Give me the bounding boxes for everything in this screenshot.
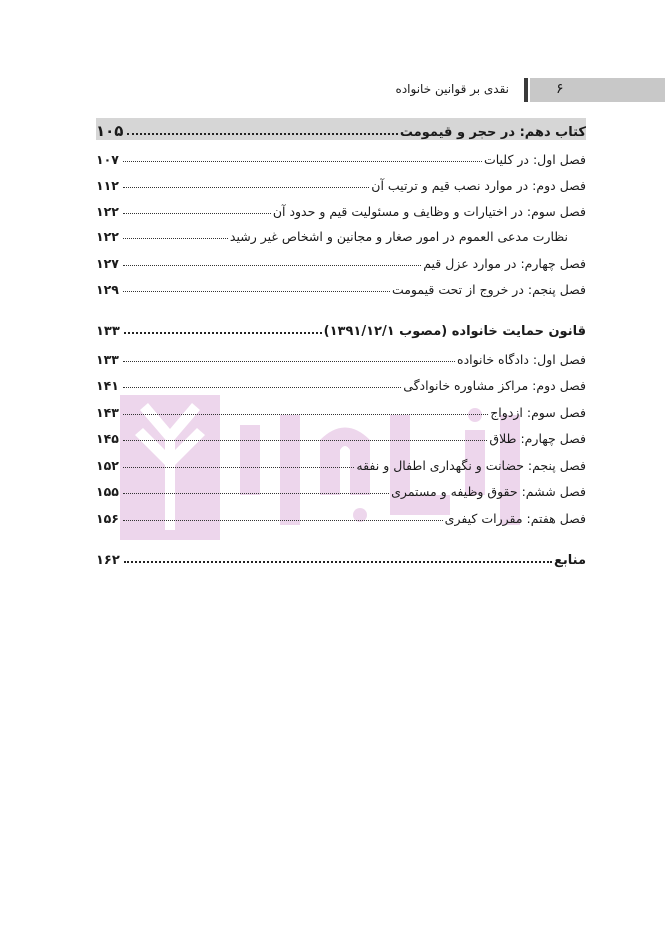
toc-entry-book-ten[interactable] — [96, 118, 586, 140]
toc-entry[interactable] — [96, 504, 586, 526]
toc-entry-page: ۱۲۲ — [96, 204, 119, 219]
dot-leader — [123, 520, 443, 521]
toc-entry-title: منابع — [554, 553, 586, 568]
toc-entry-title: فصل پنجم: حضانت و نگهداری اطفال و نفقه — [356, 458, 586, 473]
running-title: نقدی بر قوانین خانواده — [395, 82, 509, 96]
toc-entry-page: ۱۳۳ — [96, 352, 119, 367]
toc-entry-title: فصل سوم: ازدواج — [490, 405, 586, 420]
toc-entry-page: ۱۰۵ — [96, 122, 124, 140]
dot-leader — [123, 467, 355, 468]
header-divider — [524, 78, 528, 102]
toc-entry-page: ۱۰۷ — [96, 152, 119, 167]
toc-entry[interactable] — [96, 398, 586, 420]
toc-entry-page: ۱۳۳ — [96, 324, 120, 339]
toc-entry-title: فصل اول: در کلیات — [483, 152, 586, 167]
dot-leader — [123, 265, 421, 266]
dot-leader — [123, 361, 455, 362]
toc-entry[interactable] — [96, 424, 586, 446]
toc-entry-page: ۱۵۶ — [96, 511, 119, 526]
toc-entry-sources[interactable] — [96, 546, 586, 568]
toc-entry-title: قانون حمایت خانواده (مصوب ۱۳۹۱/۱۲/۱) — [323, 324, 586, 339]
dot-leader — [123, 213, 271, 214]
toc-entry-title: فصل دوم: در موارد نصب قیم و ترتیب آن — [371, 178, 586, 193]
dot-leader — [123, 291, 390, 292]
toc-entry-title: فصل ششم: حقوق وظیفه و مستمری — [391, 484, 586, 499]
toc-entry[interactable] — [96, 477, 586, 499]
toc-entry-page: ۱۵۵ — [96, 484, 119, 499]
toc-entry-page: ۱۵۲ — [96, 458, 119, 473]
toc-entry-title: فصل دوم: مراکز مشاوره خانوادگی — [403, 378, 586, 393]
toc-entry-page: ۱۲۹ — [96, 282, 119, 297]
toc-entry-page: ۱۴۳ — [96, 405, 119, 420]
header-band — [530, 78, 665, 102]
page-number: ۶ — [556, 81, 564, 97]
toc-entry[interactable] — [96, 345, 586, 367]
dot-leader — [127, 133, 397, 135]
toc-entry-title: کتاب دهم: در حجر و قیمومت — [399, 125, 586, 140]
toc-entry-title: فصل چهارم: در موارد عزل قیم — [423, 256, 586, 271]
toc-entry-page: ۱۲۷ — [96, 256, 119, 271]
toc-entry-page: ۱۶۲ — [96, 553, 120, 568]
toc-entry-title: فصل چهارم: طلاق — [489, 431, 586, 446]
dot-leader — [123, 414, 488, 415]
toc-entry-page: ۱۲۲ — [96, 229, 119, 244]
toc-entry-page: ۱۴۱ — [96, 378, 119, 393]
dot-leader — [123, 238, 228, 239]
toc-entry-page: ۱۱۲ — [96, 178, 119, 193]
dot-leader — [124, 561, 552, 563]
dot-leader — [123, 187, 369, 188]
toc-entry[interactable] — [96, 197, 586, 219]
toc-entry[interactable] — [96, 171, 586, 193]
dot-leader — [123, 161, 482, 162]
toc-entry[interactable] — [96, 145, 586, 167]
toc-entry-page: ۱۴۵ — [96, 431, 119, 446]
toc-entry[interactable] — [96, 275, 586, 297]
toc-entry-title: فصل هفتم: مقررات کیفری — [444, 511, 586, 526]
toc-entry-title: نظارت مدعی العموم در امور صغار و مجانین و اشخاص غیر رشید — [229, 229, 568, 244]
toc-entry-title: فصل اول: دادگاه خانواده — [457, 352, 586, 367]
dot-leader — [123, 387, 401, 388]
toc-entry-family-law[interactable] — [96, 317, 586, 339]
toc-entry-title: فصل سوم: در اختیارات و وظایف و مسئولیت قیم و حدود آن — [272, 204, 586, 219]
toc-entry-title: فصل پنجم: در خروج از تحت قیمومت — [391, 282, 586, 297]
toc-entry[interactable] — [96, 249, 586, 271]
page-header — [0, 78, 665, 102]
dot-leader — [123, 493, 389, 494]
dot-leader — [124, 332, 322, 334]
dot-leader — [123, 440, 487, 441]
toc-entry[interactable] — [96, 371, 586, 393]
toc-entry[interactable] — [96, 222, 586, 244]
toc-entry[interactable] — [96, 451, 586, 473]
